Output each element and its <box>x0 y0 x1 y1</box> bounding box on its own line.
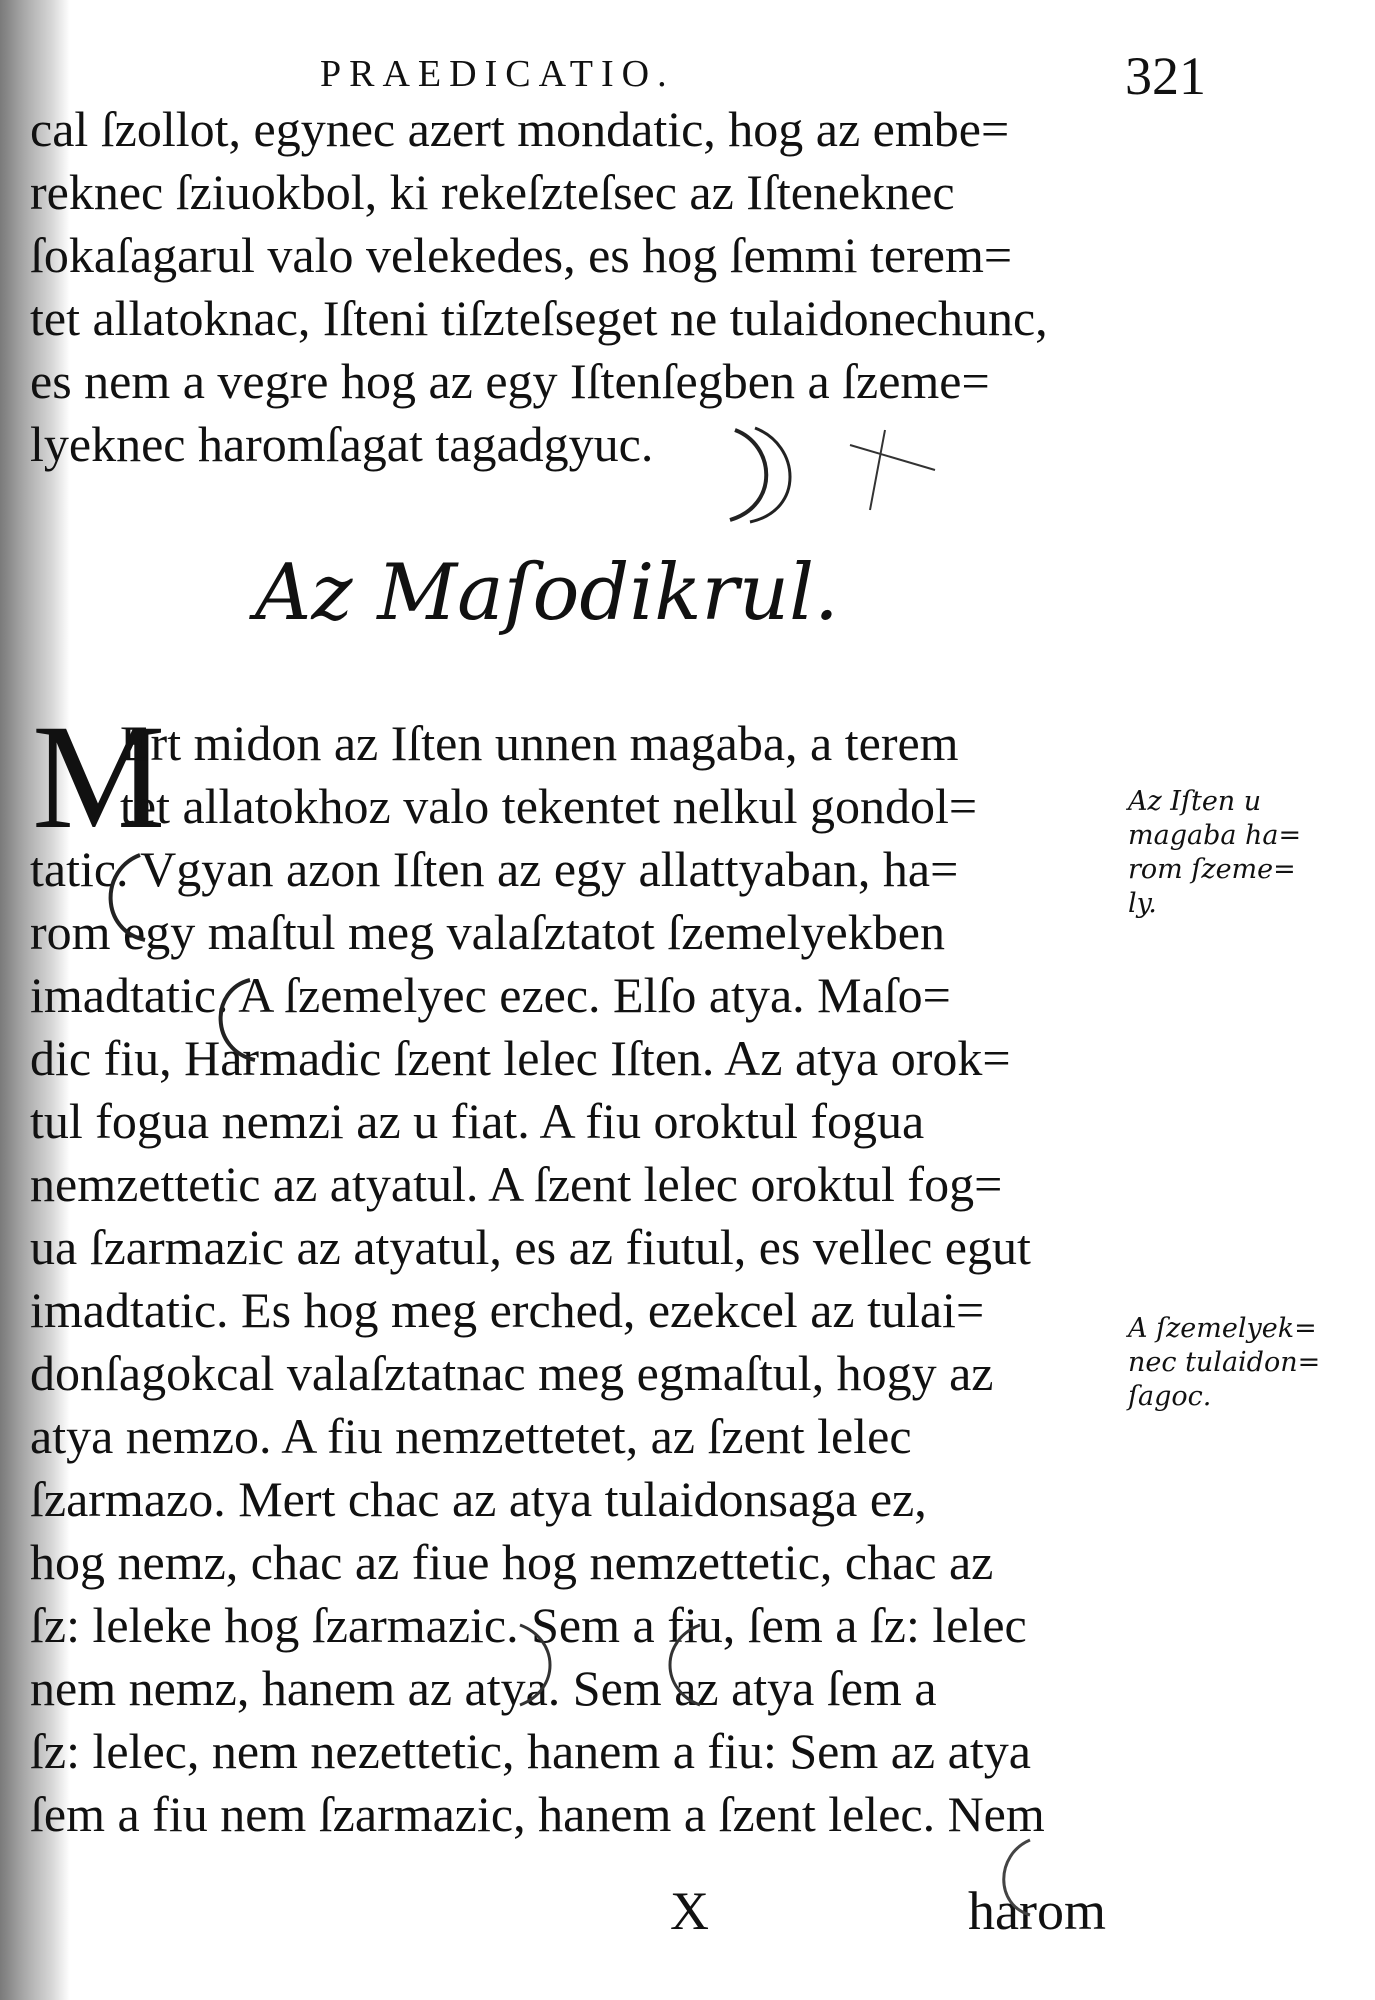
text-line: ſz: leleke hog ſzarmazic. Sem a fiu, ſem a ſz: lelec <box>30 1597 1027 1653</box>
running-head: PRAEDICATIO. <box>320 53 675 95</box>
text-line: reknec ſziuokbol, ki rekeſzteſsec az Iſteneknec <box>30 164 955 220</box>
text-line: ſem a fiu nem ſzarmazic, hanem a ſzent lelec. Nem <box>30 1786 1045 1842</box>
page-number: 321 <box>1125 46 1206 106</box>
catchword: harom <box>968 1881 1106 1941</box>
text-line: cal ſzollot, egynec azert mondatic, hog az embe= <box>30 101 1010 157</box>
section-heading: Az Maſodikrul. <box>255 548 839 638</box>
text-line: es nem a vegre hog az egy Iſtenſegben a ſzeme= <box>30 353 990 409</box>
text-line: hog nemz, chac az fiue hog nemzettetic, chac az <box>30 1534 994 1590</box>
margin-note-line: ly. <box>1128 888 1157 919</box>
signature-mark: X <box>670 1881 709 1941</box>
text-line: ſzarmazo. Mert chac az atya tulaidonsaga ez, <box>30 1471 927 1527</box>
text-line: nem nemz, hanem az atya. Sem az atya ſem a <box>30 1660 937 1716</box>
text-line: tatic. Vgyan azon Iſten az egy allattyaban, ha= <box>30 841 959 897</box>
margin-note-line: A ſzemelyek= <box>1128 1313 1317 1344</box>
text-line: tul fogua nemzi az u fiat. A fiu oroktul fogua <box>30 1093 925 1149</box>
page-footer <box>0 1880 1375 1950</box>
text-line: tet allatokhoz valo tekentet nelkul gondol= <box>120 778 978 834</box>
text-line: Ert midon az Iſten unnen magaba, a terem <box>120 715 959 771</box>
drop-cap: M <box>32 694 166 860</box>
margin-note-line: ſagoc. <box>1128 1381 1212 1412</box>
text-line: lyeknec haromſagat tagadgyuc. <box>30 416 654 472</box>
margin-note-line: magaba ha= <box>1128 820 1302 851</box>
text-line: ſokaſagarul valo velekedes, es hog ſemmi terem= <box>30 227 1013 283</box>
top-paragraph <box>30 98 1130 476</box>
text-line: ſz: lelec, nem nezettetic, hanem a fiu: Sem az atya <box>30 1723 1031 1779</box>
margin-note-trinity <box>1128 785 1368 921</box>
text-line: imadtatic. A ſzemelyec ezec. Elſo atya. Maſo= <box>30 967 951 1023</box>
margin-note-line: rom ſzeme= <box>1128 854 1296 885</box>
text-line: nemzettetic az atyatul. A ſzent lelec oroktul fog= <box>30 1156 1003 1212</box>
text-line: atya nemzo. A fiu nemzettetet, az ſzent lelec <box>30 1408 912 1464</box>
text-line: ua ſzarmazic az atyatul, es az fiutul, es vellec egut <box>30 1219 1031 1275</box>
margin-note-line: nec tulaidon= <box>1128 1347 1321 1378</box>
margin-note-line: Az Iſten u <box>1128 786 1262 817</box>
text-line: tet allatoknac, Iſteni tiſzteſseget ne tulaidonechunc, <box>30 290 1048 346</box>
text-line: imadtatic. Es hog meg erched, ezekcel az tulai= <box>30 1282 985 1338</box>
text-line: dic fiu, Harmadic ſzent lelec Iſten. Az atya orok= <box>30 1030 1011 1086</box>
text-line: donſagokcal valaſztatnac meg egmaſtul, hogy az <box>30 1345 994 1401</box>
text-line: rom egy maſtul meg valaſztatot ſzemelyekben <box>30 904 945 960</box>
margin-note-properties <box>1128 1312 1368 1414</box>
body-paragraph <box>30 694 1130 1846</box>
